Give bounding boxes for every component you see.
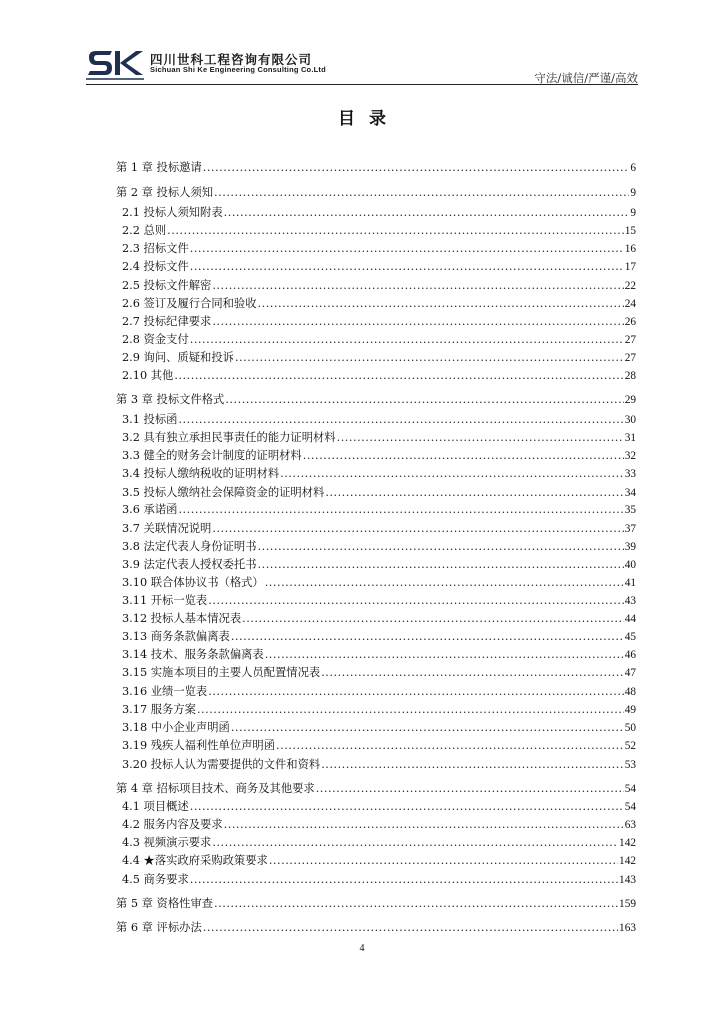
toc-dot-leader: [303, 447, 624, 464]
toc-entry-label: 3.15 实施本项目的主要人员配置情况表: [122, 666, 321, 679]
toc-dot-leader: [208, 592, 623, 609]
toc-section-entry: [122, 719, 636, 736]
toc-dot-leader: [258, 295, 624, 312]
toc-entry-label: 3.19 残疾人福利性单位声明函: [122, 739, 276, 752]
toc-entry-label: 3.6 承诺函: [122, 503, 178, 516]
toc-entry-page: 27: [624, 334, 636, 346]
toc-section-entry: [122, 277, 636, 294]
toc-dot-leader: [325, 484, 623, 501]
toc-section-entry: [122, 756, 636, 773]
toc-dot-leader: [269, 852, 618, 869]
toc-entry-page: 24: [624, 298, 636, 310]
toc-entry-page: 50: [624, 722, 636, 734]
toc-entry-page: 29: [624, 394, 636, 406]
toc-dot-leader: [190, 258, 624, 275]
toc-section-entry: [122, 222, 636, 239]
toc-section-entry: [122, 556, 636, 573]
toc-dot-leader: [265, 574, 624, 591]
toc-entry-page: 15: [624, 225, 636, 237]
toc-entry-page: 37: [624, 523, 636, 535]
toc-entry-label: 4.3 视频演示要求: [122, 836, 212, 849]
toc-entry-label: 2.7 投标纪律要求: [122, 315, 212, 328]
toc-section-entry: [122, 610, 636, 627]
toc-section-entry: [122, 538, 636, 555]
toc-entry-page: 53: [624, 759, 636, 771]
toc-entry-label: 2.3 招标文件: [122, 242, 189, 255]
toc-section-entry: [122, 646, 636, 663]
toc-entry-label: 第 5 章 资格性审查: [116, 897, 214, 910]
toc-chapter-entry: [116, 919, 636, 936]
toc-entry-label: 2.4 投标文件: [122, 260, 189, 273]
toc-section-entry: [122, 367, 636, 384]
toc-entry-label: 3.14 技术、服务条款偏离表: [122, 648, 264, 661]
toc-section-entry: [122, 520, 636, 537]
toc-section-entry: [122, 447, 636, 464]
toc-dot-leader: [321, 756, 624, 773]
toc-section-entry: [122, 737, 636, 754]
toc-entry-label: 2.5 投标文件解密: [122, 279, 212, 292]
toc-section-entry: [122, 871, 636, 888]
toc-entry-label: 2.8 资金支付: [122, 333, 189, 346]
toc-entry-page: 54: [624, 801, 636, 813]
toc-dot-leader: [212, 834, 618, 851]
toc-entry-label: 2.10 其他: [122, 369, 174, 382]
toc-dot-leader: [174, 367, 623, 384]
toc-entry-label: 3.11 开标一览表: [122, 594, 208, 607]
toc-section-entry: [122, 574, 636, 591]
toc-entry-page: 142: [619, 855, 636, 867]
toc-dot-leader: [203, 159, 630, 176]
toc-section-entry: [122, 628, 636, 645]
toc-entry-page: 49: [624, 704, 636, 716]
toc-section-entry: [122, 258, 636, 275]
toc-section-entry: [122, 429, 636, 446]
toc-entry-page: 9: [630, 207, 636, 219]
toc-entry-label: 2.1 投标人须知附表: [122, 206, 223, 219]
toc-entry-label: 3.20 投标人认为需要提供的文件和资料: [122, 758, 321, 771]
toc-dot-leader: [231, 628, 624, 645]
toc-entry-label: 3.1 投标函: [122, 413, 178, 426]
toc-dot-leader: [316, 780, 624, 797]
toc-entry-page: 63: [624, 819, 636, 831]
toc-entry-label: 3.8 法定代表人身份证明书: [122, 540, 257, 553]
toc-entry-page: 48: [624, 686, 636, 698]
company-motto: 守法/诚信/严谨/高效: [534, 71, 638, 85]
toc-chapter-entry: [116, 391, 636, 408]
toc-entry-page: 44: [624, 613, 636, 625]
toc-entry-label: 4.4 ★落实政府采购政策要求: [122, 854, 268, 867]
toc-entry-page: 47: [624, 667, 636, 679]
toc-dot-leader: [214, 895, 618, 912]
toc-entry-page: 35: [624, 504, 636, 516]
toc-entry-label: 第 4 章 招标项目技术、商务及其他要求: [116, 782, 315, 795]
toc-section-entry: [122, 852, 636, 869]
toc-entry-label: 第 3 章 投标文件格式: [116, 393, 225, 406]
company-name-en: Sichuan Shi Ke Engineering Consulting Co.Ltd: [150, 65, 326, 74]
toc-entry-label: 3.13 商务条款偏离表: [122, 630, 230, 643]
toc-entry-label: 3.7 关联情况说明: [122, 522, 212, 535]
toc-entry-page: 52: [624, 740, 636, 752]
toc-entry-label: 3.2 具有独立承担民事责任的能力证明材料: [122, 431, 336, 444]
toc-entry-page: 6: [630, 162, 636, 174]
toc-entry-label: 3.9 法定代表人授权委托书: [122, 558, 257, 571]
toc-dot-leader: [231, 719, 624, 736]
toc-entry-page: 30: [624, 414, 636, 426]
toc-chapter-entry: [116, 184, 636, 201]
toc-chapter-entry: [116, 159, 636, 176]
header-divider: [86, 84, 638, 85]
toc-entry-label: 3.5 投标人缴纳社会保障资金的证明材料: [122, 486, 325, 499]
toc-entry-page: 16: [624, 243, 636, 255]
toc-dot-leader: [280, 465, 624, 482]
toc-section-entry: [122, 664, 636, 681]
toc-dot-leader: [190, 871, 618, 888]
toc-entry-label: 第 2 章 投标人须知: [116, 186, 214, 199]
toc-entry-page: 159: [619, 898, 636, 910]
toc-dot-leader: [178, 501, 623, 518]
toc-entry-page: 33: [624, 468, 636, 480]
toc-section-entry: [122, 592, 636, 609]
toc-entry-label: 第 6 章 评标办法: [116, 921, 202, 934]
toc-dot-leader: [212, 520, 623, 537]
toc-entry-page: 163: [619, 922, 636, 934]
toc-entry-page: 32: [624, 450, 636, 462]
toc-entry-label: 2.2 总则: [122, 224, 167, 237]
toc-entry-label: 3.16 业绩一览表: [122, 685, 208, 698]
toc-dot-leader: [242, 610, 624, 627]
toc-entry-label: 4.5 商务要求: [122, 873, 189, 886]
toc-entry-label: 4.2 服务内容及要求: [122, 818, 223, 831]
toc-entry-page: 26: [624, 316, 636, 328]
toc-section-entry: [122, 834, 636, 851]
toc-entry-label: 第 1 章 投标邀请: [116, 161, 202, 174]
toc-section-entry: [122, 501, 636, 518]
toc-dot-leader: [212, 277, 623, 294]
toc-section-entry: [122, 484, 636, 501]
toc-entry-page: 34: [624, 487, 636, 499]
toc-dot-leader: [178, 411, 623, 428]
toc-entry-page: 45: [624, 631, 636, 643]
toc-entry-page: 40: [624, 559, 636, 571]
toc-section-entry: [122, 295, 636, 312]
toc-section-entry: [122, 240, 636, 257]
company-logo: [86, 48, 144, 82]
toc-dot-leader: [276, 737, 624, 754]
toc-section-entry: [122, 465, 636, 482]
toc-section-entry: [122, 313, 636, 330]
toc-dot-leader: [265, 646, 624, 663]
toc-dot-leader: [225, 391, 623, 408]
toc-entry-label: 3.10 联合体协议书（格式）: [122, 576, 264, 589]
toc-entry-page: 17: [624, 261, 636, 273]
toc-dot-leader: [214, 184, 629, 201]
toc-entry-page: 39: [624, 541, 636, 553]
page-number: 4: [359, 943, 365, 954]
toc-entry-page: 28: [624, 370, 636, 382]
toc-entry-label: 3.17 服务方案: [122, 703, 196, 716]
toc-dot-leader: [190, 240, 624, 257]
toc-entry-page: 41: [624, 577, 636, 589]
toc-entry-label: 2.9 询问、质疑和投诉: [122, 351, 234, 364]
toc-entry-page: 43: [624, 595, 636, 607]
toc-entry-page: 22: [624, 280, 636, 292]
toc-dot-leader: [224, 816, 624, 833]
toc-entry-page: 27: [624, 352, 636, 364]
toc-dot-leader: [190, 798, 624, 815]
toc-chapter-entry: [116, 780, 636, 797]
toc-section-entry: [122, 701, 636, 718]
toc-dot-leader: [212, 313, 623, 330]
toc-entry-label: 3.12 投标人基本情况表: [122, 612, 242, 625]
toc-dot-leader: [235, 349, 624, 366]
toc-section-entry: [122, 411, 636, 428]
toc-entry-label: 3.18 中小企业声明函: [122, 721, 230, 734]
toc-section-entry: [122, 349, 636, 366]
toc-entry-page: 143: [619, 874, 636, 886]
toc-dot-leader: [208, 683, 623, 700]
toc-section-entry: [122, 798, 636, 815]
page-title: 目录: [338, 109, 400, 129]
toc-entry-label: 4.1 项目概述: [122, 800, 189, 813]
toc-entry-page: 31: [624, 432, 636, 444]
toc-entry-page: 9: [630, 187, 636, 199]
toc-dot-leader: [197, 701, 624, 718]
toc-section-entry: [122, 204, 636, 221]
toc-dot-leader: [224, 204, 630, 221]
toc-dot-leader: [167, 222, 624, 239]
page-header: [86, 46, 638, 84]
toc-entry-page: 46: [624, 649, 636, 661]
toc-chapter-entry: [116, 895, 636, 912]
toc-section-entry: [122, 683, 636, 700]
toc-entry-label: 3.3 健全的财务会计制度的证明材料: [122, 449, 302, 462]
toc-section-entry: [122, 816, 636, 833]
toc-dot-leader: [258, 538, 624, 555]
toc-entry-page: 142: [619, 837, 636, 849]
toc-dot-leader: [337, 429, 624, 446]
toc-entry-label: 2.6 签订及履行合同和验收: [122, 297, 257, 310]
toc-dot-leader: [203, 919, 618, 936]
company-name-cn: 四川世科工程咨询有限公司: [150, 52, 313, 67]
toc-section-entry: [122, 331, 636, 348]
toc-entry-label: 3.4 投标人缴纳税收的证明材料: [122, 467, 280, 480]
toc-dot-leader: [190, 331, 624, 348]
toc-dot-leader: [321, 664, 624, 681]
toc-dot-leader: [258, 556, 624, 573]
toc-entry-page: 54: [624, 783, 636, 795]
